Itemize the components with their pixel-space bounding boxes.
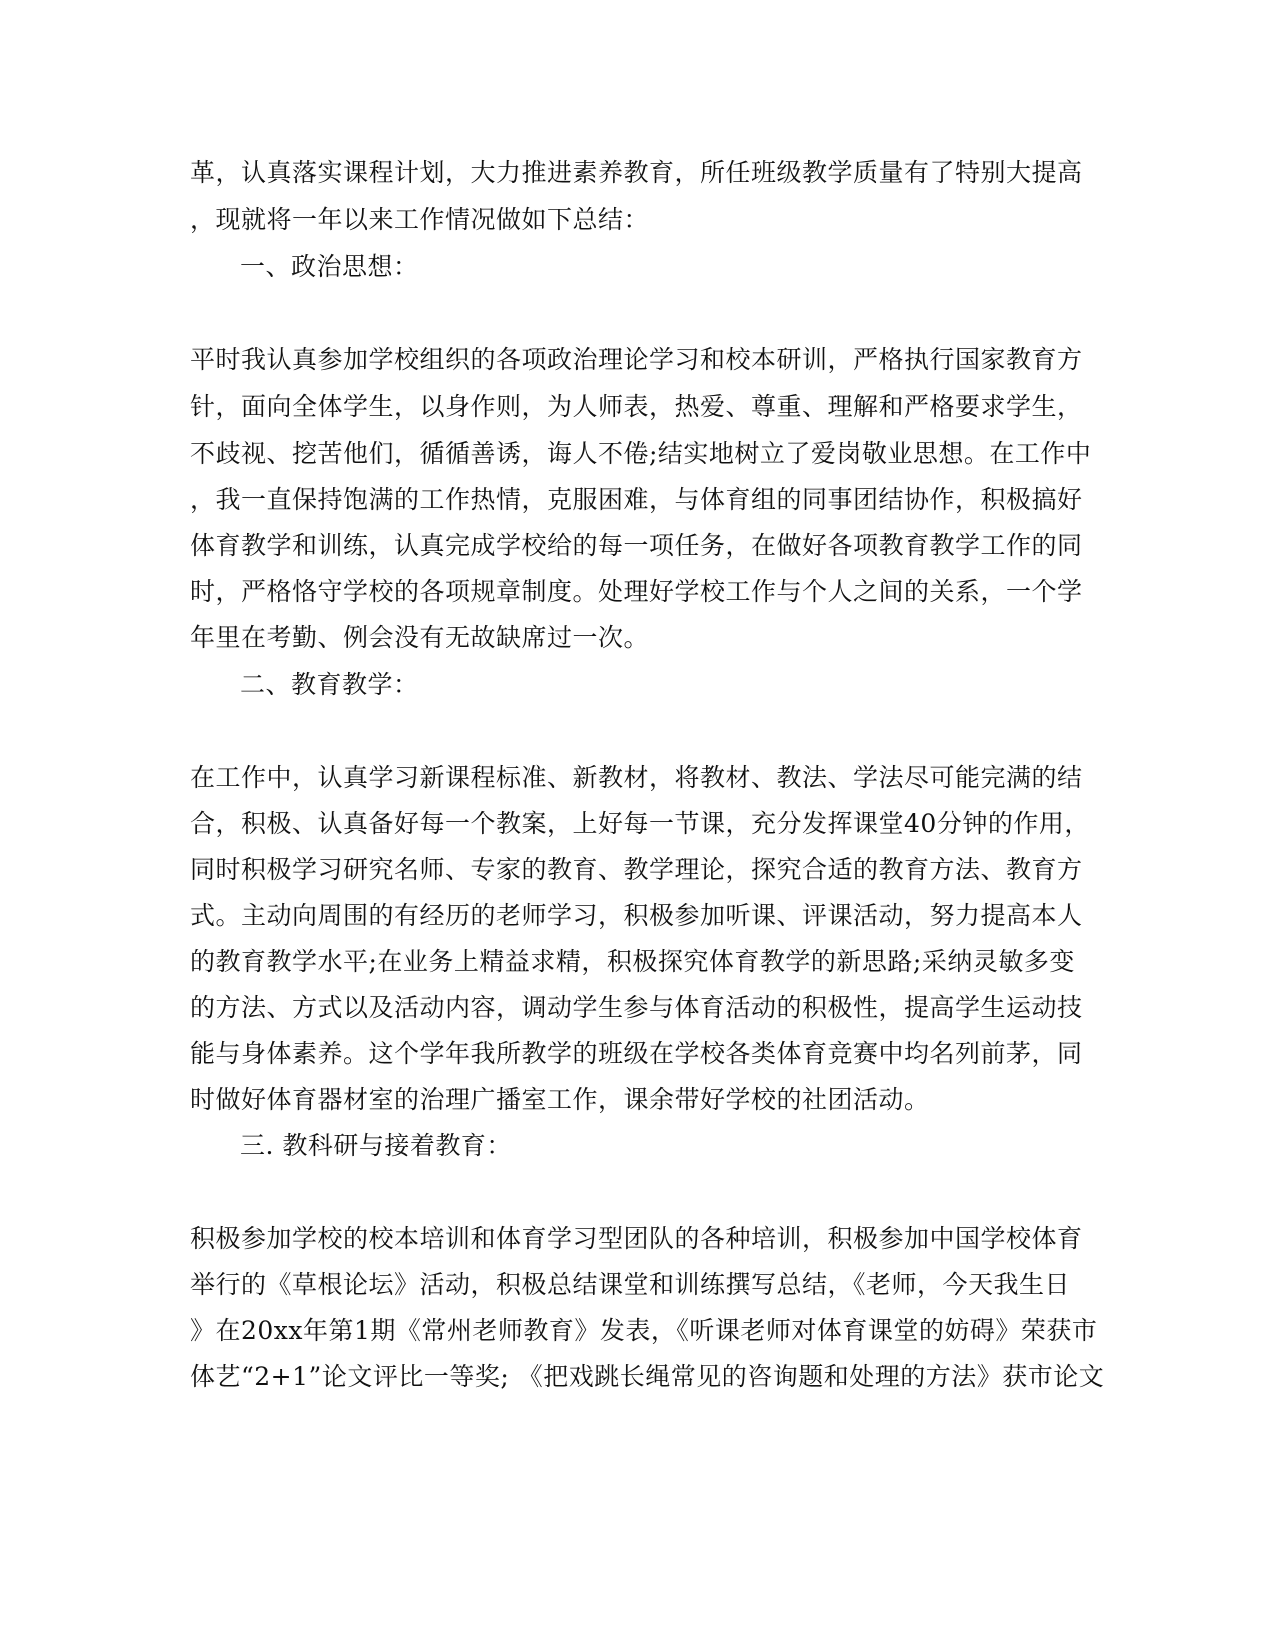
text-line: 举行的《草根论坛》活动，积极总结课堂和训练撰写总结，《老师，今天我生日 [190,1270,1071,1299]
text-line: 式。主动向周围的有经历的老师学习，积极参加听课、评课活动，努力提高本人 [190,901,1083,930]
text-line: 的方法、方式以及活动内容，调动学生参与体育活动的积极性，提高学生运动技 [190,993,1083,1022]
text-line: 积极参加学校的校本培训和体育学习型团队的各种培训，积极参加中国学校体育 [190,1224,1083,1253]
text-line: 平时我认真参加学校组织的各项政治理论学习和校本研训，严格执行国家教育方 [190,345,1083,374]
text-line: ，现就将一年以来工作情况做如下总结： [190,205,650,234]
text-line: 时做好体育器材室的治理广播室工作，课余带好学校的社团活动。 [190,1085,930,1114]
section-heading-teaching: 二、教育教学： [240,670,419,699]
section-heading-research: 三. 教科研与接着教育： [240,1131,512,1160]
text-line: 体育教学和训练，认真完成学校给的每一项任务，在做好各项教育教学工作的同 [190,531,1083,560]
text-line: 针，面向全体学生，以身作则，为人师表，热爱、尊重、理解和严格要求学生， [190,392,1083,421]
text-line: 体艺“2+1”论文评比一等奖; 《把戏跳长绳常见的咨询题和处理的方法》获市论文 [190,1362,1105,1391]
text-line: 》在20xx年第1期《常州老师教育》发表，《听课老师对体育课堂的妨碍》荣获市 [190,1316,1098,1345]
section-heading-political: 一、政治思想： [240,252,419,281]
text-line: ，我一直保持饱满的工作热情，克服困难，与体育组的同事团结协作，积极搞好 [190,485,1083,514]
text-line: 年里在考勤、例会没有无故缺席过一次。 [190,623,650,652]
text-line: 的教育教学水平;在业务上精益求精，积极探究体育教学的新思路;采纳灵敏多变 [190,947,1075,976]
text-line: 同时积极学习研究名师、专家的教育、教学理论，探究合适的教育方法、教育方 [190,855,1083,884]
text-line: 革，认真落实课程计划，大力推进素养教育，所任班级教学质量有了特别大提高 [190,158,1083,187]
text-line: 不歧视、挖苦他们，循循善诱，诲人不倦;结实地树立了爱岗敬业思想。在工作中 [190,439,1092,468]
text-line: 时，严格恪守学校的各项规章制度。处理好学校工作与个人之间的关系，一个学 [190,577,1083,606]
text-line: 在工作中，认真学习新课程标准、新教材，将教材、教法、学法尽可能完满的结 [190,763,1083,792]
text-line: 能与身体素养。这个学年我所教学的班级在学校各类体育竞赛中均名列前茅，同 [190,1039,1083,1068]
text-line: 合，积极、认真备好每一个教案，上好每一节课，充分发挥课堂40分钟的作用， [190,809,1090,838]
